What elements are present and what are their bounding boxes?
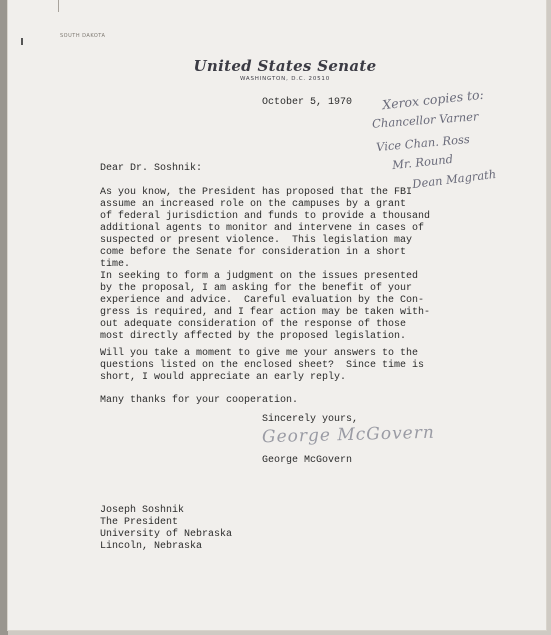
handwritten-note-line-2: Chancellor Varner: [371, 109, 479, 131]
letter-date: October 5, 1970: [262, 97, 353, 108]
recipient-line-3: University of Nebraska: [100, 529, 233, 540]
letterhead: [190, 57, 380, 82]
letterhead-org: United States Senate: [193, 57, 377, 75]
signature: George McGovern: [261, 422, 436, 448]
salutation: Dear Dr. Soshnik:: [100, 163, 203, 174]
letterhead-city: WASHINGTON, D.C. 20510: [239, 76, 331, 82]
page-crease: [58, 0, 69, 12]
body-paragraph-3: Will you take a moment to give me your answers to the questions listed on the enclosed sheet? Since time is short, I would appreciate an early reply.: [100, 348, 425, 383]
handwritten-note-line-1: Xerox copies to:: [381, 86, 485, 113]
handwritten-note-line-3: Vice Chan. Ross: [375, 131, 471, 155]
scan-edge: [0, 0, 8, 635]
recipient-line-1: Joseph Soshnik: [100, 505, 185, 516]
state-tag: SOUTH DAKOTA: [60, 33, 106, 39]
body-paragraph-2: In seeking to form a judgment on the issues presented by the proposal, I am asking for the benefit of your experience and advice. Careful evaluation by the Con- gress is required, and I fear action may be taken with- out adequate consideration of the response of those most directly affected by the proposed legislation.: [100, 271, 431, 342]
handwritten-note-line-5: Dean Magrath: [411, 166, 497, 192]
body-paragraph-1: As you know, the President has proposed that the FBI assume an increased role on the campuses by a grant of federal jurisdiction and funds to provide a thousand additional agents to monitor and intervene in cases of suspected or present violence. This legislation may come before the Senate for consideration in a short time.: [100, 187, 431, 270]
closing: Sincerely yours,: [262, 414, 359, 425]
handwritten-note-line-4: Mr. Round: [391, 151, 454, 173]
recipient-line-4: Lincoln, Nebraska: [100, 541, 203, 552]
body-paragraph-4: Many thanks for your cooperation.: [100, 395, 299, 406]
margin-mark: [21, 38, 23, 45]
signer-name: George McGovern: [262, 455, 353, 466]
recipient-line-2: The President: [100, 517, 179, 528]
